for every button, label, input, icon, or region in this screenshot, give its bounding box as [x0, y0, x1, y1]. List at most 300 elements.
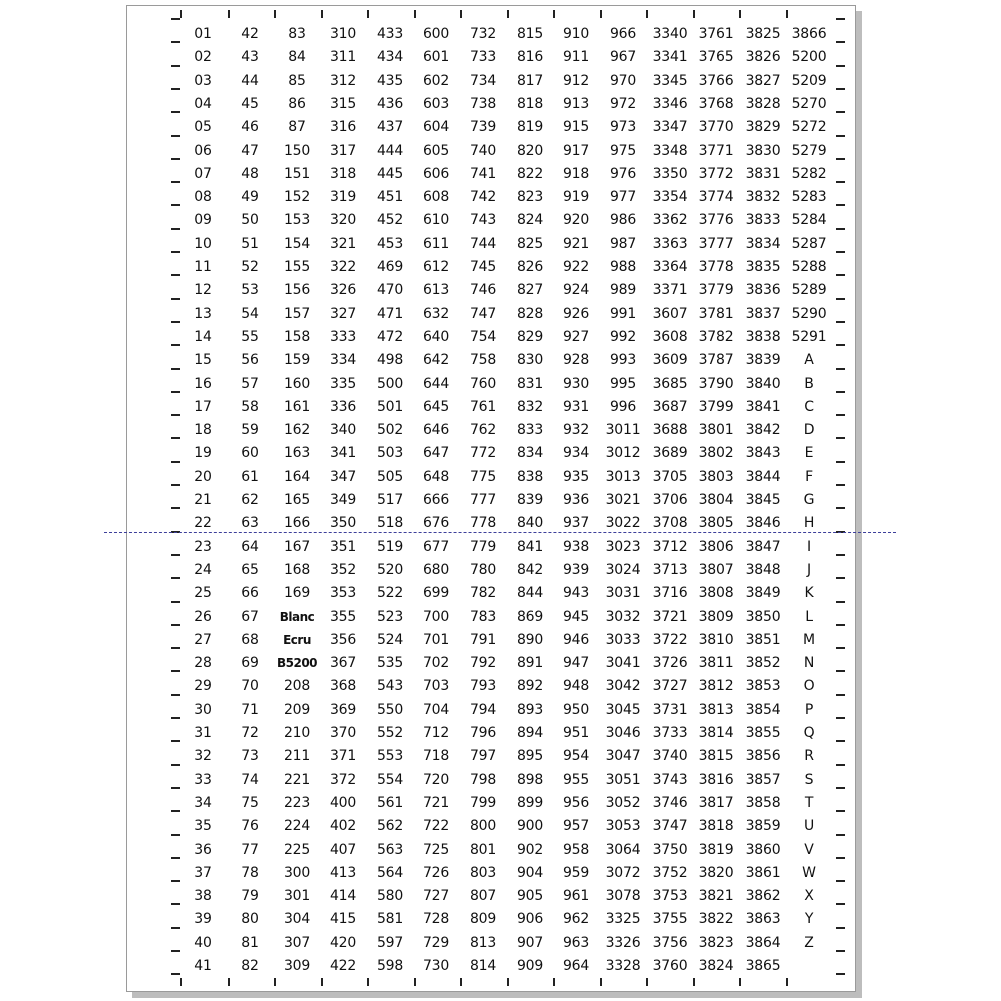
code-cell: 3830: [745, 142, 781, 159]
code-cell: 3770: [698, 119, 734, 136]
code-cell: 909: [516, 958, 544, 974]
code-cell: 3340: [652, 26, 688, 42]
code-cell: 53: [241, 282, 259, 299]
code-cell: 3831: [745, 165, 781, 182]
code-cell: 610: [422, 212, 450, 229]
code-cell: 3727: [652, 678, 688, 695]
code-cell: 355: [329, 608, 357, 625]
code-cell: 37: [194, 864, 212, 881]
code-cell: 54: [241, 305, 259, 322]
code-cell: 935: [562, 468, 590, 485]
code-cell: 3011: [605, 422, 641, 439]
code-cell: C: [804, 398, 814, 415]
code-cell: 956: [562, 794, 590, 811]
code-cell: 03: [194, 72, 212, 89]
code-cell: I: [807, 538, 811, 555]
code-cell: 3854: [745, 701, 781, 718]
code-cell: 63: [241, 515, 259, 532]
code-cell: 24: [194, 561, 212, 578]
code-cell: 25: [194, 585, 212, 602]
code-cell: 760: [469, 375, 497, 392]
code-cell: 553: [376, 748, 404, 765]
code-cell: 891: [516, 655, 544, 672]
registration-tick: [274, 978, 276, 986]
code-cell: 72: [241, 725, 259, 741]
registration-tick: [171, 437, 180, 439]
code-cell: 937: [562, 515, 590, 532]
registration-tick: [171, 41, 180, 43]
code-cell: 3861: [745, 864, 781, 881]
code-cell: 29: [194, 678, 212, 695]
code-cell: 165: [283, 492, 311, 508]
code-cell: 927: [562, 328, 590, 345]
code-cell: 304: [283, 911, 311, 928]
code-cell: 48: [241, 165, 259, 182]
code-cell: 163: [283, 445, 311, 462]
code-cell: 39: [194, 911, 212, 928]
registration-tick: [836, 694, 845, 696]
code-cell: X: [804, 888, 814, 905]
code-cell: 333: [329, 328, 357, 345]
code-cell: 62: [241, 492, 259, 508]
code-cell: 988: [609, 259, 637, 275]
code-cell: 520: [376, 561, 404, 578]
code-cell: 772: [469, 445, 497, 462]
code-cell: 5283: [791, 189, 827, 206]
code-cell: 911: [562, 49, 590, 66]
code-cell: 926: [562, 305, 590, 322]
code-cell: 46: [241, 119, 259, 136]
code-cell: 734: [469, 72, 497, 89]
registration-tick: [836, 484, 845, 486]
code-cell: 3046: [605, 725, 641, 741]
registration-tick: [171, 694, 180, 696]
registration-tick: [171, 903, 180, 905]
code-cell: 3687: [652, 398, 688, 415]
code-cell: 741: [469, 165, 497, 182]
registration-tick: [836, 344, 845, 346]
code-cell: 894: [516, 725, 544, 741]
code-cell: 434: [376, 49, 404, 66]
registration-tick: [171, 18, 180, 20]
code-cell: 150: [283, 142, 311, 159]
code-cell: 341: [329, 445, 357, 462]
code-cell: 356: [329, 631, 357, 648]
registration-tick: [171, 158, 180, 160]
code-cell: 3806: [698, 538, 734, 555]
code-cell: 159: [283, 352, 311, 369]
code-cell: 68: [241, 631, 259, 648]
code-cell: 162: [283, 422, 311, 439]
code-cell: 895: [516, 748, 544, 765]
code-cell: 301: [283, 888, 311, 905]
code-cell: 828: [516, 305, 544, 322]
code-cell: 967: [609, 49, 637, 66]
code-cell: 5272: [791, 119, 827, 136]
code-cell: 08: [194, 189, 212, 206]
code-cell: 608: [422, 189, 450, 206]
code-cell: T: [804, 794, 814, 811]
code-cell: 720: [422, 771, 450, 788]
code-cell: 819: [516, 119, 544, 136]
code-cell: 326: [329, 282, 357, 299]
registration-tick: [836, 88, 845, 90]
code-cell: 3814: [698, 725, 734, 741]
code-cell: 910: [562, 26, 590, 42]
code-cell: 680: [422, 561, 450, 578]
code-cell: 471: [376, 305, 404, 322]
code-cell: 3849: [745, 585, 781, 602]
code-cell: 161: [283, 398, 311, 415]
code-cell: 5200: [791, 49, 827, 66]
code-cell: 738: [469, 95, 497, 112]
code-cell: Z: [804, 934, 814, 951]
registration-tick: [171, 577, 180, 579]
code-cell: 309: [283, 958, 311, 974]
code-cell: 433: [376, 26, 404, 42]
code-cell: 3772: [698, 165, 734, 182]
code-cell: 648: [422, 468, 450, 485]
code-cell: 3325: [605, 911, 641, 928]
registration-tick: [693, 978, 695, 986]
code-cell: 932: [562, 422, 590, 439]
code-cell: 372: [329, 771, 357, 788]
code-cell: 3829: [745, 119, 781, 136]
code-cell: 21: [194, 492, 212, 508]
code-cell: 223: [283, 794, 311, 811]
code-cell: 13: [194, 305, 212, 322]
code-cell: 702: [422, 655, 450, 672]
code-cell: 938: [562, 538, 590, 555]
code-cell: 20: [194, 468, 212, 485]
code-cell: 996: [609, 398, 637, 415]
code-cell: 3689: [652, 445, 688, 462]
code-cell: 367: [329, 655, 357, 672]
code-cell: 400: [329, 794, 357, 811]
code-cell: 60: [241, 445, 259, 462]
code-cell: 605: [422, 142, 450, 159]
code-cell: 3782: [698, 328, 734, 345]
code-cell: 600: [422, 26, 450, 42]
registration-tick: [836, 414, 845, 416]
registration-tick: [321, 10, 323, 18]
code-cell: 712: [422, 725, 450, 741]
code-cell: 500: [376, 375, 404, 392]
code-cell: 352: [329, 561, 357, 578]
code-cell: 211: [283, 748, 311, 765]
code-cell: 554: [376, 771, 404, 788]
code-cell: 3837: [745, 305, 781, 322]
code-cell: Y: [804, 911, 814, 928]
code-cell: 27: [194, 631, 212, 648]
registration-tick: [836, 927, 845, 929]
code-cell: 5284: [791, 212, 827, 229]
code-cell: 732: [469, 26, 497, 42]
code-cell: 782: [469, 585, 497, 602]
code-cell: 160: [283, 375, 311, 392]
code-cell: 17: [194, 398, 212, 415]
code-cell: 3787: [698, 352, 734, 369]
code-cell: 733: [469, 49, 497, 66]
code-cell: 65: [241, 561, 259, 578]
code-cell: 3042: [605, 678, 641, 695]
code-cell: 523: [376, 608, 404, 625]
registration-tick: [836, 65, 845, 67]
code-cell: 839: [516, 492, 544, 508]
code-cell: 319: [329, 189, 357, 206]
registration-tick: [171, 787, 180, 789]
registration-tick: [171, 834, 180, 836]
code-cell: W: [802, 864, 816, 881]
registration-tick: [171, 344, 180, 346]
code-cell: 444: [376, 142, 404, 159]
code-cell: 552: [376, 725, 404, 741]
code-cell: 83: [288, 26, 306, 42]
code-cell: 833: [516, 422, 544, 439]
code-cell: 3033: [605, 631, 641, 648]
code-cell: 3756: [652, 934, 688, 951]
code-cell: 3688: [652, 422, 688, 439]
code-cell: 3860: [745, 841, 781, 858]
code-cell: 602: [422, 72, 450, 89]
code-cell: P: [804, 701, 814, 718]
code-cell: 78: [241, 864, 259, 881]
code-cell: 09: [194, 212, 212, 229]
code-cell: 930: [562, 375, 590, 392]
code-cell: 422: [329, 958, 357, 974]
code-cell: 335: [329, 375, 357, 392]
code-cell: 36: [194, 841, 212, 858]
code-cell: 224: [283, 818, 311, 835]
code-cell: 3013: [605, 468, 641, 485]
code-cell: 721: [422, 794, 450, 811]
registration-tick: [171, 298, 180, 300]
code-cell: 52: [241, 259, 259, 275]
code-cell: 597: [376, 934, 404, 951]
code-cell: 972: [609, 95, 637, 112]
code-cell: 3731: [652, 701, 688, 718]
code-cell: N: [803, 655, 815, 672]
registration-tick: [836, 670, 845, 672]
registration-tick: [836, 903, 845, 905]
code-cell: 5288: [791, 259, 827, 275]
code-cell: 817: [516, 72, 544, 89]
code-cell: 951: [562, 725, 590, 741]
code-cell: 57: [241, 375, 259, 392]
code-cell: 834: [516, 445, 544, 462]
code-cell: 807: [469, 888, 497, 905]
code-cell: 85: [288, 72, 306, 89]
code-cell: 793: [469, 678, 497, 695]
code-cell: 221: [283, 771, 311, 788]
registration-tick: [171, 135, 180, 137]
code-cell: 3051: [605, 771, 641, 788]
registration-tick: [646, 10, 648, 18]
code-cell: 970: [609, 72, 637, 89]
registration-tick: [171, 391, 180, 393]
code-cell: 561: [376, 794, 404, 811]
code-cell: F: [805, 468, 813, 485]
code-cell: 317: [329, 142, 357, 159]
registration-tick: [836, 204, 845, 206]
code-cell: 12: [194, 282, 212, 299]
code-cell: 522: [376, 585, 404, 602]
code-cell: 312: [329, 72, 357, 89]
code-cell: 5282: [791, 165, 827, 182]
code-cell: 907: [516, 934, 544, 951]
code-cell: 470: [376, 282, 404, 299]
code-cell: 5287: [791, 235, 827, 252]
code-cell: 899: [516, 794, 544, 811]
registration-tick: [836, 251, 845, 253]
code-cell: 3023: [605, 538, 641, 555]
registration-tick: [171, 810, 180, 812]
code-cell: 995: [609, 375, 637, 392]
code-cell: 3779: [698, 282, 734, 299]
code-cell: 964: [562, 958, 590, 974]
code-cell: 310: [329, 26, 357, 42]
code-cell: O: [803, 678, 815, 695]
code-cell: 81: [241, 934, 259, 951]
registration-tick: [414, 978, 416, 986]
code-cell: 3844: [745, 468, 781, 485]
code-cell: 414: [329, 888, 357, 905]
code-cell: 581: [376, 911, 404, 928]
code-cell: 3364: [652, 259, 688, 275]
code-cell: 3345: [652, 72, 688, 89]
code-cell: 3705: [652, 468, 688, 485]
code-cell: 948: [562, 678, 590, 695]
code-cell: 815: [516, 26, 544, 42]
registration-tick: [507, 10, 509, 18]
code-cell: 740: [469, 142, 497, 159]
code-cell: 794: [469, 701, 497, 718]
code-cell: 3765: [698, 49, 734, 66]
code-cell: 3816: [698, 771, 734, 788]
code-cell: 676: [422, 515, 450, 532]
registration-tick: [836, 507, 845, 509]
code-cell: 840: [516, 515, 544, 532]
code-cell: 601: [422, 49, 450, 66]
code-cell: 84: [288, 49, 306, 66]
registration-tick: [836, 857, 845, 859]
code-cell: 87: [288, 119, 306, 136]
code-cell: 842: [516, 561, 544, 578]
code-cell: 962: [562, 911, 590, 928]
code-cell: 612: [422, 259, 450, 275]
code-cell: 813: [469, 934, 497, 951]
code-cell: 3823: [698, 934, 734, 951]
code-cell: 3790: [698, 375, 734, 392]
code-cell: 3801: [698, 422, 734, 439]
code-cell: 966: [609, 26, 637, 42]
code-cell: 3752: [652, 864, 688, 881]
registration-tick: [836, 601, 845, 603]
code-cell: 152: [283, 189, 311, 206]
registration-tick: [836, 41, 845, 43]
code-cell: 340: [329, 422, 357, 439]
code-cell: 3847: [745, 538, 781, 555]
registration-tick: [171, 950, 180, 952]
code-cell: 3721: [652, 608, 688, 625]
code-cell: 931: [562, 398, 590, 415]
registration-tick: [171, 321, 180, 323]
code-cell: 14: [194, 328, 212, 345]
code-cell: 524: [376, 631, 404, 648]
code-cell: 950: [562, 701, 590, 718]
code-cell: 745: [469, 259, 497, 275]
code-cell: 3326: [605, 934, 641, 951]
code-cell: 3828: [745, 95, 781, 112]
code-cell: 800: [469, 818, 497, 835]
registration-tick: [836, 298, 845, 300]
code-cell: 158: [283, 328, 311, 345]
code-cell: 69: [241, 655, 259, 672]
code-cell: 803: [469, 864, 497, 881]
code-cell: 677: [422, 538, 450, 555]
code-cell: M: [803, 631, 815, 648]
code-cell: 3716: [652, 585, 688, 602]
code-cell: 436: [376, 95, 404, 112]
code-cell: 954: [562, 748, 590, 765]
code-cell: 920: [562, 212, 590, 229]
code-cell: 743: [469, 212, 497, 229]
code-cell: 3859: [745, 818, 781, 835]
code-cell: 3768: [698, 95, 734, 112]
code-cell: 824: [516, 212, 544, 229]
registration-tick: [836, 111, 845, 113]
code-cell: 517: [376, 492, 404, 508]
code-cell: 699: [422, 585, 450, 602]
code-cell: 917: [562, 142, 590, 159]
code-cell: 30: [194, 701, 212, 718]
code-cell: 503: [376, 445, 404, 462]
registration-tick: [171, 857, 180, 859]
code-cell: 919: [562, 189, 590, 206]
code-cell: 5209: [791, 72, 827, 89]
code-cell: 368: [329, 678, 357, 695]
code-cell: 957: [562, 818, 590, 835]
code-cell: 56: [241, 352, 259, 369]
code-cell: 225: [283, 841, 311, 858]
code-cell: 955: [562, 771, 590, 788]
registration-tick: [836, 135, 845, 137]
code-cell: 45: [241, 95, 259, 112]
code-cell: 18: [194, 422, 212, 439]
code-cell: 166: [283, 515, 311, 532]
code-cell: 761: [469, 398, 497, 415]
code-cell: H: [803, 515, 815, 532]
registration-tick: [836, 810, 845, 812]
code-cell: K: [804, 585, 814, 602]
code-cell: 3812: [698, 678, 734, 695]
registration-tick: [367, 978, 369, 986]
code-cell: 646: [422, 422, 450, 439]
code-cell: 827: [516, 282, 544, 299]
code-cell: 779: [469, 538, 497, 555]
code-cell: 469: [376, 259, 404, 275]
registration-tick: [836, 461, 845, 463]
code-cell: 993: [609, 352, 637, 369]
code-cell: 642: [422, 352, 450, 369]
code-cell: 3811: [698, 655, 734, 672]
code-cell: 758: [469, 352, 497, 369]
code-cell: 3012: [605, 445, 641, 462]
code-cell: 76: [241, 818, 259, 835]
code-cell: 904: [516, 864, 544, 881]
registration-tick: [836, 950, 845, 952]
code-cell: 945: [562, 608, 590, 625]
